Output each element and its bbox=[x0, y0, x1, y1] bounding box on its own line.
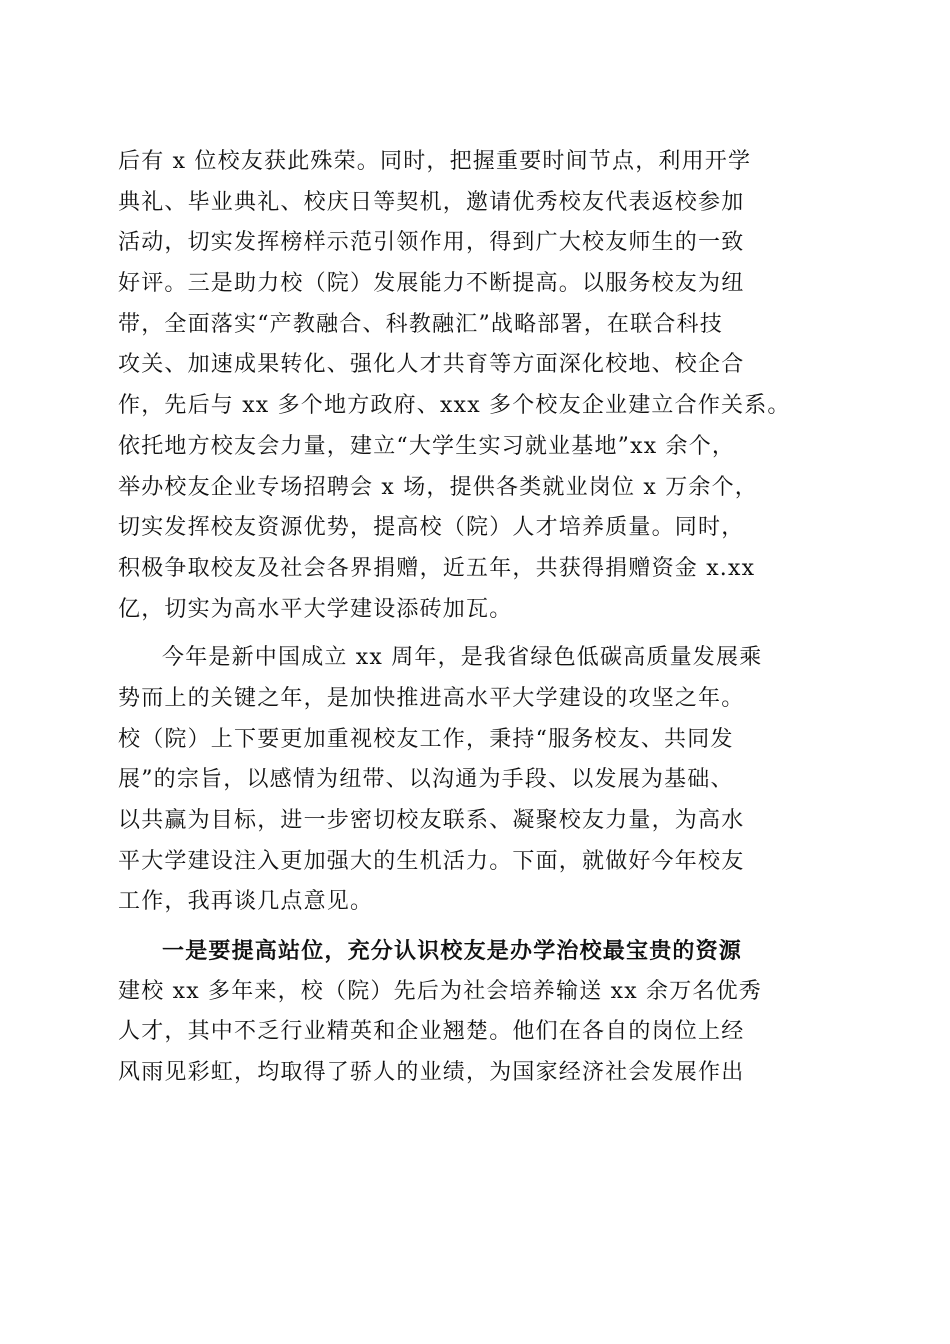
text-line: 平大学建设注入更加强大的生机活力。下面，就做好今年校友 bbox=[118, 848, 745, 874]
text-line: 带，全面落实“产教融合、科教融汇”战略部署，在联合科技 bbox=[118, 311, 723, 337]
paragraph-2 bbox=[118, 638, 828, 923]
text-line: 攻关、加速成果转化、强化人才共育等方面深化校地、校企合 bbox=[118, 352, 745, 378]
text-line: 人才，其中不乏行业精英和企业翘楚。他们在各自的岗位上经 bbox=[118, 1019, 745, 1045]
body-text bbox=[118, 142, 828, 1094]
text-line: 建校 xx 多年来，校（院）先后为社会培养输送 xx 余万名优秀 bbox=[118, 978, 763, 1004]
text-line: 依托地方校友会力量，建立“大学生实习就业基地”xx 余个， bbox=[118, 433, 736, 459]
text-line: 势而上的关键之年，是加快推进高水平大学建设的攻坚之年。 bbox=[118, 685, 745, 711]
text-line: 工作，我再谈几点意见。 bbox=[118, 889, 374, 915]
text-line: 校（院）上下要更加重视校友工作，秉持“服务校友、共同发 bbox=[118, 726, 734, 752]
text-line: 展”的宗旨，以感情为纽带、以沟通为手段、以发展为基础、 bbox=[118, 767, 734, 793]
text-line: 典礼、毕业典礼、校庆日等契机，邀请优秀校友代表返校参加 bbox=[118, 189, 745, 215]
text-line: 后有 x 位校友获此殊荣。同时，把握重要时间节点，利用开学 bbox=[118, 149, 752, 174]
text-line: 亿，切实为高水平大学建设添砖加瓦。 bbox=[118, 596, 513, 622]
text-line: 活动，切实发挥榜样示范引领作用，得到广大校友师生的一致 bbox=[118, 230, 745, 256]
text-line: 好评。三是助力校（院）发展能力不断提高。以服务校友为纽 bbox=[118, 271, 745, 297]
section-heading: 一是要提高站位，充分认识校友是办学治校最宝贵的资源 bbox=[162, 938, 743, 965]
text-line: 积极争取校友及社会各界捐赠，近五年，共获得捐赠资金 x.xx bbox=[118, 555, 756, 581]
text-line: 今年是新中国成立 xx 周年，是我省绿色低碳高质量发展乘 bbox=[162, 645, 763, 671]
text-line: 切实发挥校友资源优势，提高校（院）人才培养质量。同时， bbox=[118, 515, 745, 541]
text-line: 风雨见彩虹，均取得了骄人的业绩，为国家经济社会发展作出 bbox=[118, 1060, 745, 1086]
text-line: 举办校友企业专场招聘会 x 场，提供各类就业岗位 x 万余个， bbox=[118, 474, 758, 500]
text-line: 以共赢为目标，进一步密切校友联系、凝聚校友力量，为高水 bbox=[118, 808, 745, 833]
text-line: 作，先后与 xx 多个地方政府、xxx 多个校友企业建立合作关系。 bbox=[118, 393, 791, 419]
paragraph-3 bbox=[118, 931, 828, 1094]
paragraph-1 bbox=[118, 142, 828, 630]
